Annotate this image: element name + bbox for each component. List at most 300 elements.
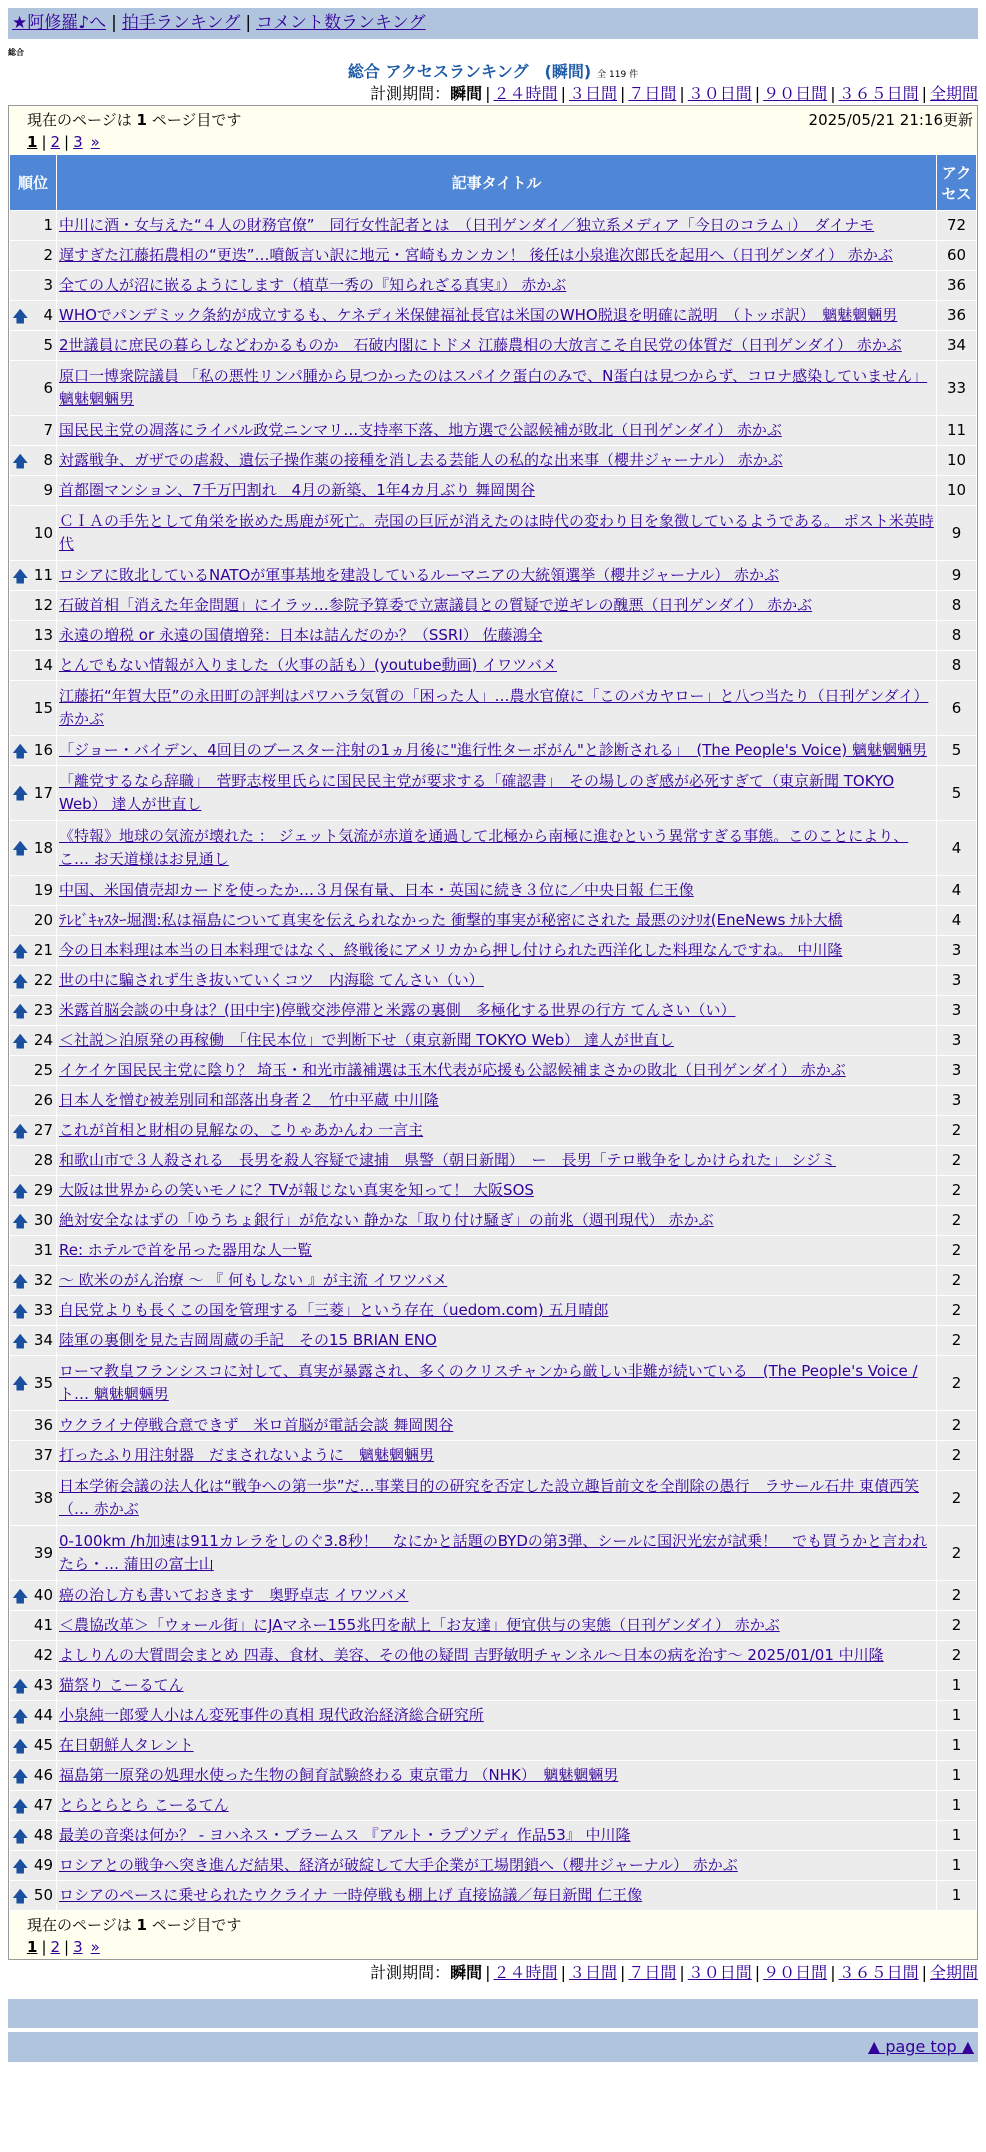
period-link[interactable]: ９０日間 (763, 84, 828, 103)
table-row (10, 1611, 976, 1640)
access-count: 2 (937, 1441, 976, 1470)
table-row (10, 446, 976, 475)
title-cell (57, 1236, 936, 1265)
table-row (10, 1701, 976, 1730)
ranking-box (8, 105, 978, 1960)
page-wrapper (8, 8, 978, 2062)
access-count: 5 (937, 766, 976, 820)
article-link[interactable]: 自民党よりも長くこの国を管理する「三菱」という存在（uedom.com) 五月晴郎 (59, 1301, 609, 1319)
table-row (10, 1356, 976, 1410)
article-link[interactable]: 今の日本料理は本当の日本料理ではなく、終戦後にアメリカから押し付けられた西洋化した料理なんですね。 中川隆 (59, 941, 843, 959)
pager-page-link[interactable]: 3 (73, 1938, 83, 1956)
article-link[interactable]: よしりんの大質問会まとめ 四毒、食材、美容、その他の疑問 吉野敏明チャンネル～日本の病を治す～ 2025/01/01 中川隆 (59, 1646, 884, 1664)
rank-number: 49 (33, 1856, 53, 1874)
period-link[interactable]: ３０日間 (687, 1963, 752, 1982)
access-count: 2 (937, 1116, 976, 1145)
page-info-header (9, 106, 977, 154)
access-count: 2 (937, 1296, 976, 1325)
period-separator: | (619, 84, 626, 103)
rank-number: 45 (33, 1736, 53, 1754)
up-arrow-icon: 🡅 (12, 1031, 29, 1050)
table-row (10, 1471, 976, 1525)
pager-separator: | (41, 133, 47, 151)
access-count: 2 (937, 1326, 976, 1355)
page-info-footer (9, 1911, 977, 1959)
period-link[interactable]: ９０日間 (763, 1963, 828, 1982)
article-link[interactable]: 江藤拓“年賀大臣”の永田町の評判はパワハラ気質の「困った人」…農水官僚に「このバカヤロー」と八つ当たり（日刊ゲンダイ） 赤かぶ (59, 687, 929, 728)
rank-number: 22 (33, 971, 53, 989)
table-row (10, 821, 976, 875)
rank-cell (10, 736, 56, 765)
rank-number: 36 (33, 1416, 53, 1434)
article-link[interactable]: ロシアに敗北しているNATOが軍事基地を建設しているルーマニアの大統領選挙（櫻井ジャーナル） 赤かぶ (59, 566, 780, 584)
pager-next-link[interactable]: » (90, 1938, 100, 1956)
rank-number: 43 (33, 1676, 53, 1694)
current-page-number: 1 (136, 1916, 147, 1934)
table-row (10, 416, 976, 445)
period-separator: | (921, 84, 927, 103)
rank-number: 4 (43, 306, 53, 324)
title-cell (57, 301, 936, 330)
rank-cell (10, 821, 56, 875)
article-link[interactable]: 石破首相「消えた年金問題」にイラッ…参院予算委で立憲議員との質疑で逆ギレの醜悪（日刊ゲンダイ） 赤かぶ (59, 596, 813, 614)
title-cell (57, 1056, 936, 1085)
article-link[interactable]: 癌の治し方も書いておきます 奥野卓志 イワツバメ (59, 1586, 409, 1604)
article-link[interactable]: 0-100km /h加速は911カレラをしのぐ3.8秒！ なにかと話題のBYDの第3弾、シールに国沢光宏が試乗！ でも買うかと言われたら・… 蒲田の富士山 (59, 1532, 928, 1573)
current-page-text (27, 1914, 971, 1935)
article-link[interactable]: Re: ホテルで首を吊った器用な人一覧 (59, 1241, 313, 1259)
up-arrow-icon: 🡅 (12, 971, 29, 990)
rank-cell (10, 1296, 56, 1325)
rank-number: 14 (33, 656, 53, 674)
period-link[interactable]: ３０日間 (687, 84, 752, 103)
title-cell (57, 1471, 936, 1525)
rank-cell (10, 1851, 56, 1880)
clap-ranking-link[interactable]: 拍手ランキング (121, 13, 241, 33)
up-arrow-icon: 🡅 (12, 1736, 29, 1755)
table-row (10, 1296, 976, 1325)
pager-page-link[interactable]: 2 (50, 133, 61, 151)
table-row (10, 476, 976, 505)
table-row (10, 561, 976, 590)
up-arrow-icon: 🡅 (12, 838, 29, 858)
article-link[interactable]: ＣＩＡの手先として角栄を嵌めた馬鹿が死亡。売国の巨匠が消えたのは時代の変わり目を象徴しているようである。 ポスト米英時代 (59, 512, 934, 553)
ranking-table (9, 154, 977, 1911)
period-link[interactable]: ２４時間 (493, 1963, 558, 1982)
rank-number: 37 (33, 1446, 53, 1464)
article-link[interactable]: 在日朝鮮人タレント (59, 1736, 194, 1754)
title-cell (57, 1146, 936, 1175)
title-cell (57, 1086, 936, 1115)
table-row (10, 1056, 976, 1085)
title-cell (57, 1731, 936, 1760)
up-arrow-icon: 🡅 (12, 451, 29, 470)
article-link[interactable]: 首都圏マンション、7千万円割れ 4月の新築、1年4カ月ぶり 舞岡関谷 (59, 481, 536, 499)
period-separator: | (485, 84, 491, 103)
rank-number: 11 (33, 566, 53, 584)
access-count: 36 (937, 271, 976, 300)
rank-number: 23 (33, 1001, 53, 1019)
article-link[interactable]: 陸軍の裏側を見た吉岡周蔵の手記 その15 BRIAN ENO (59, 1331, 437, 1349)
period-separator: | (830, 1963, 836, 1982)
page-top-link[interactable]: ▲ page top ▲ (867, 2037, 974, 2056)
title-cell (57, 1296, 936, 1325)
table-row (10, 1851, 976, 1880)
rank-cell (10, 651, 56, 680)
up-arrow-icon: 🡅 (12, 1301, 29, 1320)
title-cell (57, 876, 936, 905)
rank-number: 28 (33, 1151, 53, 1169)
article-link[interactable]: ウクライナ停戦合意できず 米ロ首脳が電話会談 舞岡関谷 (59, 1416, 454, 1434)
period-selector (8, 83, 978, 105)
article-link[interactable]: 《特報》地球の気流が壊れた ： ジェット気流が赤道を通過して北極から南極に進むという異常すぎる事態。このことにより、こ… お天道様はお見通し (59, 827, 909, 868)
title-cell (57, 506, 936, 560)
table-row (10, 1821, 976, 1850)
up-arrow-icon: 🡅 (12, 1373, 29, 1393)
title-cell (57, 1611, 936, 1640)
article-link[interactable]: 全ての人が沼に嵌るようにします（植草一秀の『知られざる真実』） 赤かぶ (59, 276, 567, 294)
title-header: 記事タイトル (57, 155, 936, 210)
article-link[interactable]: ＜農協改革＞「ウォール街」にJAマネー155兆円を献上「お友達」便宜供与の実態（日刊ゲンダイ） 赤かぶ (59, 1616, 780, 1634)
article-link[interactable]: 永遠の増税 or 永遠の国債増発：日本は詰んだのか？（SSRI） 佐藤鴻全 (59, 626, 543, 644)
title-cell (57, 331, 936, 360)
article-link[interactable]: 大阪は世界からの笑いモノに？TVが報じない真実を知って！ 大阪SOS (59, 1181, 534, 1199)
rank-cell (10, 1206, 56, 1235)
period-link[interactable]: ２４時間 (493, 84, 558, 103)
article-link[interactable]: 中国、米国債売却カードを使ったか…３月保有量、日本・英国に続き３位に／中央日報 仁王像 (59, 881, 694, 899)
rank-cell (10, 1881, 56, 1910)
table-row (10, 1206, 976, 1235)
period-link[interactable]: 全期間 (929, 1963, 978, 1982)
table-row (10, 1176, 976, 1205)
rank-cell (10, 416, 56, 445)
title-cell (57, 821, 936, 875)
title-cell (57, 446, 936, 475)
rank-cell (10, 211, 56, 240)
article-link[interactable]: 「ジョー・バイデン、4回目のブースター注射の1ヵ月後に"進行性ターボがん"と診断される」 (The People's Voice) 魑魅魍魎男 (59, 741, 927, 759)
article-link[interactable]: 和歌山市で３人殺される 長男を殺人容疑で逮捕 県警（朝日新聞） ー 長男「テロ戦争をしかけられた」 シジミ (59, 1151, 836, 1169)
table-row (10, 681, 976, 735)
title-cell (57, 1176, 936, 1205)
article-link[interactable]: ＜社説＞泊原発の再稼働 「住民本位」で判断下せ（東京新聞 TOKYO Web） 達人が世直し (59, 1031, 674, 1049)
access-count: 5 (937, 736, 976, 765)
access-count: 1 (937, 1791, 976, 1820)
table-row (10, 1526, 976, 1580)
access-count: 10 (937, 446, 976, 475)
article-link[interactable]: これが首相と財相の見解なの、こりゃあかんわ 一言主 (59, 1121, 424, 1139)
table-row (10, 736, 976, 765)
access-count: 2 (937, 1526, 976, 1580)
article-link[interactable]: ロシアのペースに乗せられたウクライナ 一時停戦も棚上げ 直接協議／毎日新聞 仁王像 (59, 1886, 643, 1904)
rank-cell (10, 1326, 56, 1355)
pager-next-link[interactable]: » (90, 133, 100, 151)
pager-current-page: 1 (27, 1938, 38, 1956)
article-link[interactable]: 世の中に騙されず生き抜いていくコツ 内海聡 てんさい（い） (59, 971, 484, 989)
period-link[interactable]: ３日間 (568, 84, 617, 103)
rank-cell (10, 1791, 56, 1820)
access-count: 72 (937, 211, 976, 240)
access-count: 9 (937, 561, 976, 590)
table-row (10, 1881, 976, 1910)
up-arrow-icon: 🡅 (12, 1826, 29, 1845)
rank-cell (10, 876, 56, 905)
period-link[interactable]: ３６５日間 (838, 1963, 919, 1982)
rank-number: 48 (33, 1826, 53, 1844)
access-count: 9 (937, 506, 976, 560)
period-link[interactable]: 全期間 (929, 84, 978, 103)
rank-number: 30 (33, 1211, 53, 1229)
title-cell (57, 476, 936, 505)
article-link[interactable]: ﾃﾚﾋﾞｷｬｽﾀｰ堀潤:私は福島について真実を伝えられなかった 衝撃的事実が秘密にされた 最悪のｼﾅﾘｵ(EneNews ﾅﾙﾄ大橋 (59, 911, 843, 929)
rank-cell (10, 361, 56, 415)
title-cell (57, 966, 936, 995)
rank-number: 13 (33, 626, 53, 644)
table-row (10, 1026, 976, 1055)
rank-cell (10, 506, 56, 560)
rank-number: 19 (33, 881, 53, 899)
period-separator: | (921, 1963, 927, 1982)
article-link[interactable]: イケイケ国民民主党に陰り？ 埼玉・和光市議補選は玉木代表が応援も公認候補まさかの敗北（日刊ゲンダイ） 赤かぶ (59, 1061, 846, 1079)
article-link[interactable]: 最美の音楽は何か？ - ヨハネス・ブラームス 『アルト・ラプソディ 作品53』 中川隆 (59, 1826, 631, 1844)
title-cell (57, 1206, 936, 1235)
table-row (10, 1441, 976, 1470)
article-link[interactable]: 中川に酒・女与えた“４人の財務官僚” 同行女性記者とは （日刊ゲンダイ／独立系メディア「今日のコラム」） ダイナモ (59, 216, 875, 234)
rank-number: 16 (33, 741, 53, 759)
table-row (10, 1146, 976, 1175)
rank-cell (10, 241, 56, 270)
table-row (10, 1581, 976, 1610)
article-link[interactable]: 対露戦争、ガザでの虐殺、遺伝子操作薬の接種を消し去る芸能人の私的な出来事（櫻井ジャーナル） 赤かぶ (59, 451, 783, 469)
rank-number: 42 (33, 1646, 53, 1664)
updated-timestamp: 2025/05/21 21:16更新 (808, 111, 973, 129)
title-cell (57, 681, 936, 735)
nav-separator: | (111, 13, 117, 33)
home-link[interactable]: ★阿修羅♪へ (12, 13, 107, 33)
period-label: 計測期間： (370, 1963, 451, 1982)
rank-number: 39 (33, 1543, 53, 1562)
comment-ranking-link[interactable]: コメント数ランキング (256, 13, 426, 33)
article-link[interactable]: 日本学術会議の法人化は“戦争への第一歩”だ…事業目的の研究を否定した設立趣旨前文を全削除の愚行 ラサール石井 東債西笑（… 赤かぶ (59, 1477, 920, 1518)
rank-cell (10, 966, 56, 995)
title-cell (57, 271, 936, 300)
rank-cell (10, 561, 56, 590)
up-arrow-icon: 🡅 (12, 1886, 29, 1905)
period-link[interactable]: ７日間 (628, 84, 677, 103)
rank-cell (10, 1731, 56, 1760)
rank-cell (10, 1146, 56, 1175)
table-row (10, 1731, 976, 1760)
rank-number: 38 (33, 1488, 53, 1507)
page-top-bar (8, 2032, 978, 2062)
rank-number: 34 (33, 1331, 53, 1349)
rank-cell (10, 936, 56, 965)
up-arrow-icon: 🡅 (12, 1766, 29, 1785)
title-cell (57, 1881, 936, 1910)
access-count: 4 (937, 876, 976, 905)
table-row (10, 876, 976, 905)
period-separator: | (560, 84, 566, 103)
rank-number: 44 (33, 1706, 53, 1724)
article-link[interactable]: ローマ教皇フランシスコに対して、真実が暴露され、多くのクリスチャンから厳しい非難が続いている (The People's Voice / ト… 魑魅魍魎男 (59, 1362, 918, 1403)
access-count: 2 (937, 1176, 976, 1205)
access-count: 8 (937, 591, 976, 620)
rank-number: 25 (33, 1061, 53, 1079)
pager-separator: | (41, 1938, 47, 1956)
nav-separator: | (245, 13, 252, 33)
article-link[interactable]: 米露首脳会談の中身は？(田中宇)停戦交渉停滞と米露の裏側 多極化する世界の行方 てんさい（い） (59, 1001, 736, 1019)
access-count: 3 (937, 1086, 976, 1115)
access-count: 2 (937, 1641, 976, 1670)
up-arrow-icon: 🡅 (12, 1796, 29, 1815)
article-link[interactable]: とんでもない情報が入りました（火事の話も）(youtube動画) イワツバメ (59, 656, 557, 674)
article-link[interactable]: 原口一博衆院議員 「私の悪性リンパ腫から見つかったのはスパイク蛋白のみで、N蛋白は見つからず、コロナ感染していません」 魑魅魍魎男 (59, 367, 928, 408)
pager-separator: | (64, 133, 70, 151)
rank-cell (10, 681, 56, 735)
period-current: 瞬間 (450, 84, 483, 103)
rank-cell (10, 1441, 56, 1470)
pagination (27, 1938, 971, 1956)
pager-page-link[interactable]: 2 (50, 1938, 61, 1956)
title-cell (57, 1851, 936, 1880)
footer-bar (8, 1999, 978, 2028)
pager-page-link[interactable]: 3 (73, 133, 83, 151)
title-cell (57, 1526, 936, 1580)
access-count: 3 (937, 1026, 976, 1055)
rank-number: 32 (33, 1271, 53, 1289)
access-count: 6 (937, 681, 976, 735)
rank-cell (10, 591, 56, 620)
rank-cell (10, 1356, 56, 1410)
rank-cell (10, 996, 56, 1025)
period-link[interactable]: ７日間 (628, 1963, 677, 1982)
table-row (10, 1236, 976, 1265)
period-current: 瞬間 (450, 1963, 483, 1982)
rank-number: 12 (33, 596, 53, 614)
table-row (10, 1266, 976, 1295)
rank-cell (10, 1086, 56, 1115)
page-title: 総合 アクセスランキング (瞬間) (347, 62, 592, 81)
period-separator: | (754, 1963, 761, 1982)
article-link[interactable]: 日本人を憎む被差別同和部落出身者２＿竹中平蔵 中川隆 (59, 1091, 439, 1109)
article-link[interactable]: 2世議員に庶民の暮らしなどわかるものか 石破内閣にトドメ 江藤農相の大放言こそ自民党の体質だ（日刊ゲンダイ） 赤かぶ (59, 336, 902, 354)
period-selector (8, 1962, 978, 1984)
access-count: 2 (937, 1411, 976, 1440)
title-cell (57, 1671, 936, 1700)
rank-number: 21 (33, 941, 53, 959)
rank-number: 17 (33, 783, 53, 802)
access-count: 4 (937, 821, 976, 875)
title-cell (57, 561, 936, 590)
rank-number: 5 (43, 336, 53, 354)
period-separator: | (754, 84, 761, 103)
table-row (10, 936, 976, 965)
period-link[interactable]: ３６５日間 (838, 84, 919, 103)
access-count: 3 (937, 936, 976, 965)
access-count: 3 (937, 1056, 976, 1085)
article-link[interactable]: 「離党するなら辞職」 菅野志桜里氏らに国民民主党が要求する「確認書」 その場しのぎ感が必死すぎて（東京新聞 TOKYO Web） 達人が世直し (59, 772, 895, 813)
rank-cell (10, 1176, 56, 1205)
period-separator: | (619, 1963, 626, 1982)
page-text-post: ページ目です (146, 1916, 242, 1934)
access-count: 2 (937, 1266, 976, 1295)
table-row (10, 906, 976, 935)
table-row (10, 331, 976, 360)
rank-number: 3 (43, 276, 53, 294)
top-nav-bar (8, 8, 978, 39)
title-cell (57, 1026, 936, 1055)
table-row (10, 966, 976, 995)
title-cell (57, 416, 936, 445)
up-arrow-icon: 🡅 (12, 1211, 29, 1230)
article-link[interactable]: 絶対安全なはずの「ゆうちょ銀行」が危ない 静かな「取り付け騒ぎ」の前兆（週刊現代） 赤かぶ (59, 1211, 714, 1229)
rank-number: 27 (33, 1121, 53, 1139)
table-row (10, 1116, 976, 1145)
article-link[interactable]: ～ 欧米のがん治療 ～ 『 何もしない 』が主流 イワツバメ (59, 1271, 448, 1289)
access-count: 1 (937, 1821, 976, 1850)
table-row (10, 211, 976, 240)
article-link[interactable]: ロシアとの戦争へ突き進んだ結果、経済が破綻して大手企業が工場閉鎖へ（櫻井ジャーナル） 赤かぶ (59, 1856, 738, 1874)
title-cell (57, 1581, 936, 1610)
title-cell (57, 241, 936, 270)
table-row (10, 591, 976, 620)
article-link[interactable]: 国民民主党の凋落にライバル政党ニンマリ…支持率下落、地方選で公認候補が敗北（日刊ゲンダイ） 赤かぶ (59, 421, 782, 439)
access-count: 2 (937, 1611, 976, 1640)
article-link[interactable]: 遅すぎた江藤拓農相の“更迭”…噴飯言い訳に地元・宮崎もカンカン！ 後任は小泉進次郎氏を起用へ（日刊ゲンダイ） 赤かぶ (59, 246, 893, 264)
article-link[interactable]: とらとらとら こーるてん (59, 1796, 229, 1814)
rank-cell (10, 1116, 56, 1145)
rank-number: 1 (43, 216, 53, 234)
access-count: 2 (937, 1146, 976, 1175)
access-count: 60 (937, 241, 976, 270)
article-link[interactable]: WHOでパンデミック条約が成立するも、ケネディ米保健福祉長官は米国のWHO脱退を明確に説明 （トッポ訳） 魑魅魍魎男 (59, 306, 898, 324)
access-count: 4 (937, 906, 976, 935)
up-arrow-icon: 🡅 (12, 941, 29, 960)
table-row (10, 1671, 976, 1700)
table-row (10, 301, 976, 330)
access-count: 2 (937, 1206, 976, 1235)
rank-cell (10, 1056, 56, 1085)
up-arrow-icon: 🡅 (12, 1331, 29, 1350)
title-cell (57, 591, 936, 620)
title-cell (57, 936, 936, 965)
article-link[interactable]: 小泉純一郎愛人小はん変死事件の真相 現代政治経済総合研究所 (59, 1706, 484, 1724)
pager-separator: | (64, 1938, 70, 1956)
table-row (10, 651, 976, 680)
title-cell (57, 1441, 936, 1470)
access-count: 2 (937, 1581, 976, 1610)
access-count: 1 (937, 1701, 976, 1730)
rank-number: 7 (43, 421, 53, 439)
article-link[interactable]: 打ったふり用注射器 だまされないように 魑魅魍魎男 (59, 1446, 435, 1464)
access-count: 1 (937, 1671, 976, 1700)
rank-cell (10, 1581, 56, 1610)
rank-cell (10, 1411, 56, 1440)
table-row (10, 361, 976, 415)
table-row (10, 1326, 976, 1355)
title-cell (57, 1701, 936, 1730)
article-link[interactable]: 猫祭り こーるてん (59, 1676, 184, 1694)
period-link[interactable]: ３日間 (568, 1963, 617, 1982)
title-cell (57, 736, 936, 765)
up-arrow-icon: 🡅 (12, 1001, 29, 1020)
period-separator: | (679, 1963, 685, 1982)
rank-cell (10, 621, 56, 650)
rank-number: 35 (33, 1373, 53, 1392)
up-arrow-icon: 🡅 (12, 1706, 29, 1725)
title-cell (57, 996, 936, 1025)
access-count: 36 (937, 301, 976, 330)
article-link[interactable]: 福島第一原発の処理水使った生物の飼育試験終わる 東京電力 （NHK） 魑魅魍魎男 (59, 1766, 619, 1784)
